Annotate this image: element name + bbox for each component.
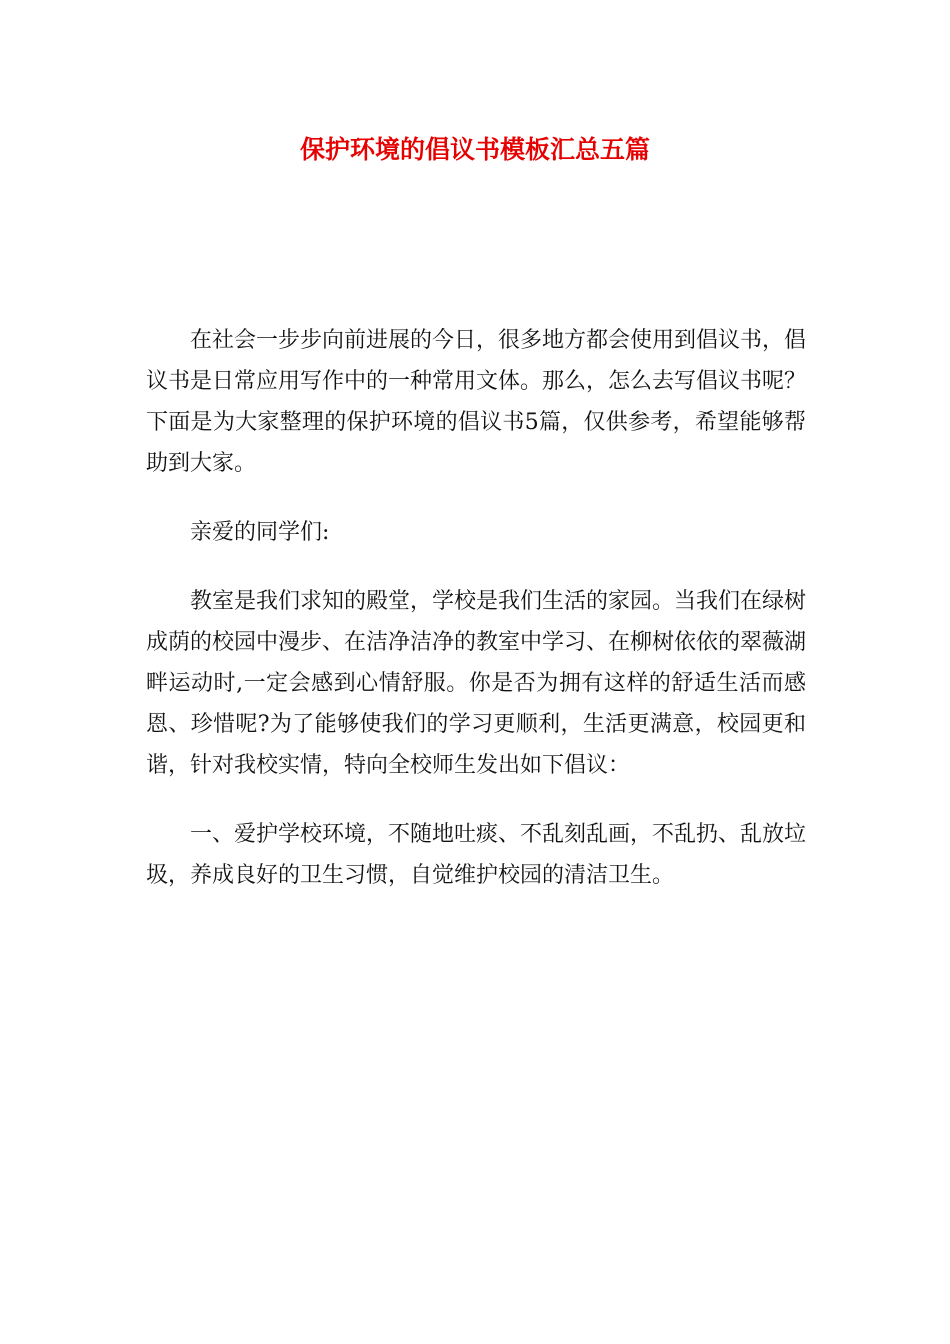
document-title: 保护环境的倡议书模板汇总五篇	[299, 135, 650, 164]
intro-paragraph: 在社会一步步向前进展的今日，很多地方都会使用到倡议书，倡议书是日常应用写作中的一种常用文体。那么，怎么去写倡议书呢？下面是为大家整理的保护环境的倡议书5篇，仅供参考，希望能够帮助到大家。	[146, 328, 807, 476]
salutation-paragraph: 亲爱的同学们:	[190, 520, 330, 545]
document-body	[146, 320, 806, 924]
body-paragraph: 教室是我们求知的殿堂，学校是我们生活的家园。当我们在绿树成荫的校园中漫步、在洁净洁净的教室中学习、在柳树依依的翠薇湖畔运动时,一定会感到心情舒服。你是否为拥有这样的舒适生活而感恩、珍惜呢?为了能够使我们的学习更顺利，生活更满意，校园更和谐，针对我校实情，特向全校师生发出如下倡议：	[146, 589, 807, 778]
proposal-item-1: 一、爱护学校环境，不随地吐痰、不乱刻乱画，不乱扔、乱放垃圾，养成良好的卫生习惯，自觉维护校园的清洁卫生。	[146, 822, 807, 888]
